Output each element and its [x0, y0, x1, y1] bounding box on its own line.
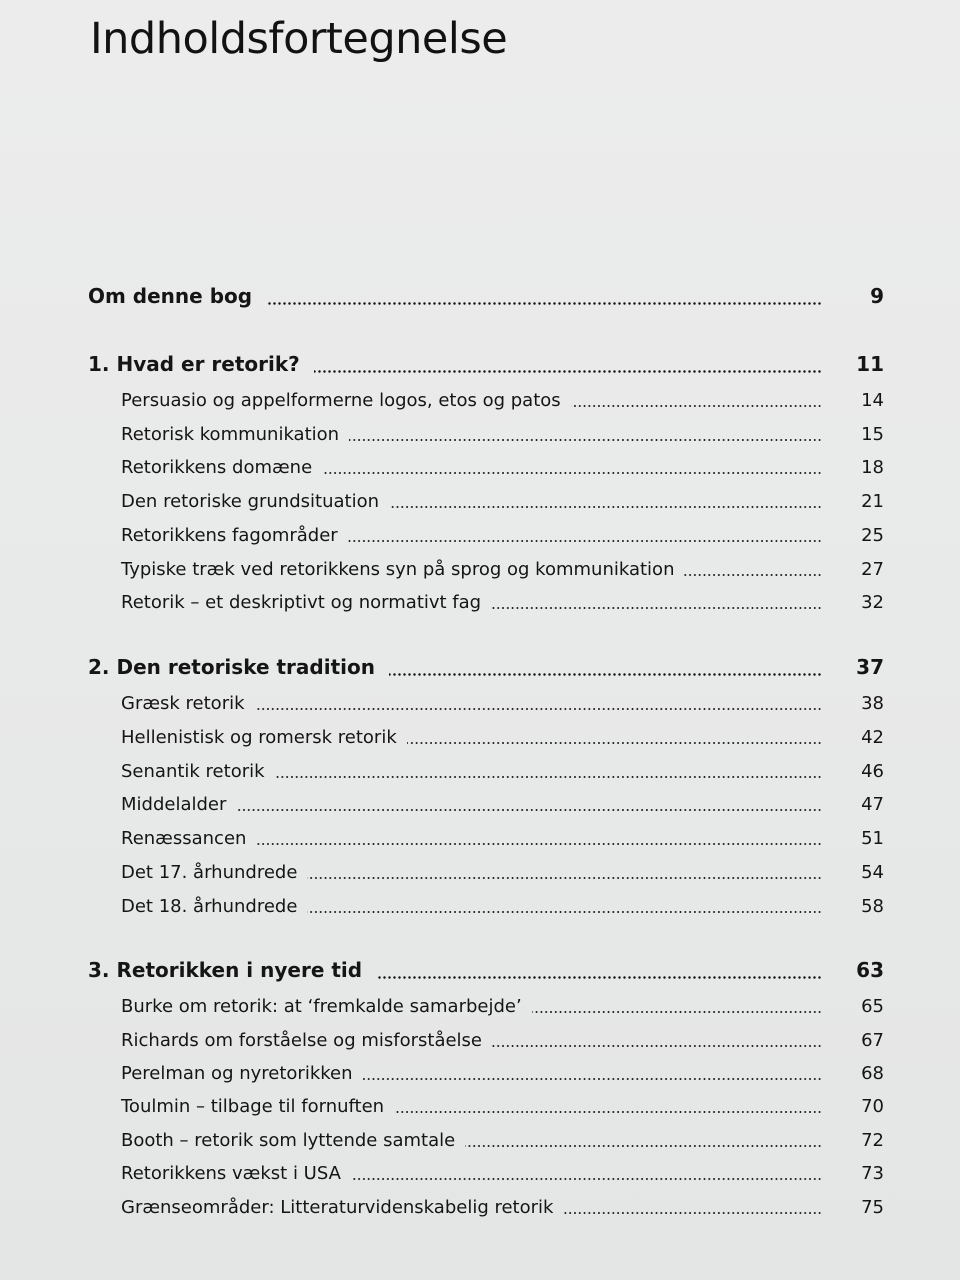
- leader-dots: [684, 574, 822, 576]
- toc-entry-section: [0, 587, 960, 617]
- toc-entry-section: [0, 1125, 960, 1155]
- toc-entry-chapter: [0, 956, 960, 986]
- toc-page-number: 25: [861, 525, 884, 546]
- toc-entry-title: Retorikkens fagområder: [121, 525, 338, 546]
- toc-entry-title: Senantik retorik: [121, 761, 265, 782]
- leader-dots: [275, 776, 822, 778]
- leader-dots: [491, 607, 822, 609]
- leader-dots: [266, 302, 822, 305]
- toc-entry-section: [0, 486, 960, 516]
- toc-entry-title: Persuasio og appelformerne logos, etos og patos: [121, 390, 561, 411]
- toc-entry-section: [0, 1025, 960, 1055]
- toc-entry-title: Den retoriske grundsituation: [121, 491, 379, 512]
- leader-dots: [394, 1111, 822, 1113]
- toc-entry-section: [0, 722, 960, 752]
- leader-dots: [255, 708, 822, 710]
- page-title: Indholdsfortegnelse: [90, 14, 508, 64]
- toc-page-number: 27: [861, 559, 884, 580]
- toc-entry-title: Typiske træk ved retorikkens syn på sprog og kommunikation: [121, 559, 675, 580]
- leader-dots: [407, 742, 822, 744]
- toc-entry-chapter: [0, 282, 960, 312]
- toc-entry-title: Renæssancen: [121, 828, 247, 849]
- leader-dots: [465, 1145, 822, 1147]
- toc-entry-title: Perelman og nyretorikken: [121, 1063, 353, 1084]
- toc-page-number: 38: [861, 693, 884, 714]
- toc-entry-title: Retorisk kommunikation: [121, 424, 340, 445]
- toc-entry-chapter: [0, 350, 960, 380]
- toc-entry-section: [0, 520, 960, 550]
- toc-entry-title: Om denne bog: [88, 284, 253, 308]
- toc-entry-title: Booth – retorik som lyttende samtale: [121, 1130, 456, 1151]
- toc-entry-title: 1. Hvad er retorik?: [88, 352, 300, 376]
- toc-entry-title: Burke om retorik: at ‘fremkalde samarbejde’: [121, 996, 522, 1017]
- leader-dots: [532, 1011, 822, 1013]
- toc-entry-section: [0, 857, 960, 887]
- toc-page-number: 65: [861, 996, 884, 1017]
- toc-entry-title: Richards om forståelse og misforståelse: [121, 1030, 483, 1051]
- toc-page-number: 42: [861, 727, 884, 748]
- leader-dots: [256, 843, 822, 845]
- leader-dots: [236, 809, 822, 811]
- leader-dots: [376, 976, 822, 979]
- leader-dots: [389, 673, 822, 676]
- toc-entry-chapter: [0, 653, 960, 683]
- toc-page-number: 75: [861, 1197, 884, 1218]
- toc-page-number: 46: [861, 761, 884, 782]
- toc-entry-section: [0, 823, 960, 853]
- toc-entry-title: Det 18. århundrede: [121, 896, 298, 917]
- toc-entry-section: [0, 789, 960, 819]
- leader-dots: [307, 911, 822, 913]
- leader-dots: [389, 506, 822, 508]
- toc-page-number: 54: [861, 862, 884, 883]
- toc-entry-title: Retorik – et deskriptivt og normativt fag: [121, 592, 482, 613]
- leader-dots: [314, 370, 822, 373]
- toc-entry-title: 3. Retorikken i nyere tid: [88, 958, 363, 982]
- toc-entry-section: [0, 419, 960, 449]
- toc-page-number: 32: [861, 592, 884, 613]
- toc-page-number: 18: [861, 457, 884, 478]
- toc-page-number: 72: [861, 1130, 884, 1151]
- leader-dots: [363, 1078, 822, 1080]
- toc-entry-section: [0, 385, 960, 415]
- leader-dots: [322, 472, 822, 474]
- toc-entry-title: 2. Den retoriske tradition: [88, 655, 375, 679]
- toc-page-number: 47: [861, 794, 884, 815]
- leader-dots: [348, 540, 822, 542]
- leader-dots: [492, 1045, 822, 1047]
- toc-entry-title: Grænseområder: Litteraturvidenskabelig retorik: [121, 1197, 554, 1218]
- leader-dots: [307, 877, 822, 879]
- toc-entry-section: [0, 891, 960, 921]
- toc-page-number: 14: [861, 390, 884, 411]
- toc-page-number: 15: [861, 424, 884, 445]
- toc-page-number: 67: [861, 1030, 884, 1051]
- toc-entry-section: [0, 756, 960, 786]
- toc-entry-title: Det 17. århundrede: [121, 862, 298, 883]
- leader-dots: [351, 1178, 822, 1180]
- toc-entry-title: Retorikkens vækst i USA: [121, 1163, 341, 1184]
- toc-entry-title: Toulmin – tilbage til fornuften: [121, 1096, 385, 1117]
- toc-entry-section: [0, 991, 960, 1021]
- toc-page-number: 37: [856, 655, 884, 679]
- toc-entry-section: [0, 554, 960, 584]
- toc-page-number: 73: [861, 1163, 884, 1184]
- toc-page-number: 63: [856, 958, 884, 982]
- toc-entry-title: Græsk retorik: [121, 693, 245, 714]
- toc-page-number: 70: [861, 1096, 884, 1117]
- toc-entry-section: [0, 452, 960, 482]
- toc-entry-section: [0, 1058, 960, 1088]
- toc-entry-section: [0, 1158, 960, 1188]
- leader-dots: [571, 405, 822, 407]
- toc-page-number: 21: [861, 491, 884, 512]
- toc-entry-title: Middelalder: [121, 794, 227, 815]
- toc-entry-section: [0, 688, 960, 718]
- toc-page-number: 58: [861, 896, 884, 917]
- toc-entry-title: Hellenistisk og romersk retorik: [121, 727, 397, 748]
- leader-dots: [349, 439, 822, 441]
- toc-entry-title: Retorikkens domæne: [121, 457, 313, 478]
- toc-page-number: 51: [861, 828, 884, 849]
- toc-entry-section: [0, 1091, 960, 1121]
- leader-dots: [563, 1212, 822, 1214]
- toc-page-number: 11: [856, 352, 884, 376]
- toc-page-number: 68: [861, 1063, 884, 1084]
- toc-entry-section: [0, 1192, 960, 1222]
- toc-page-number: 9: [870, 284, 884, 308]
